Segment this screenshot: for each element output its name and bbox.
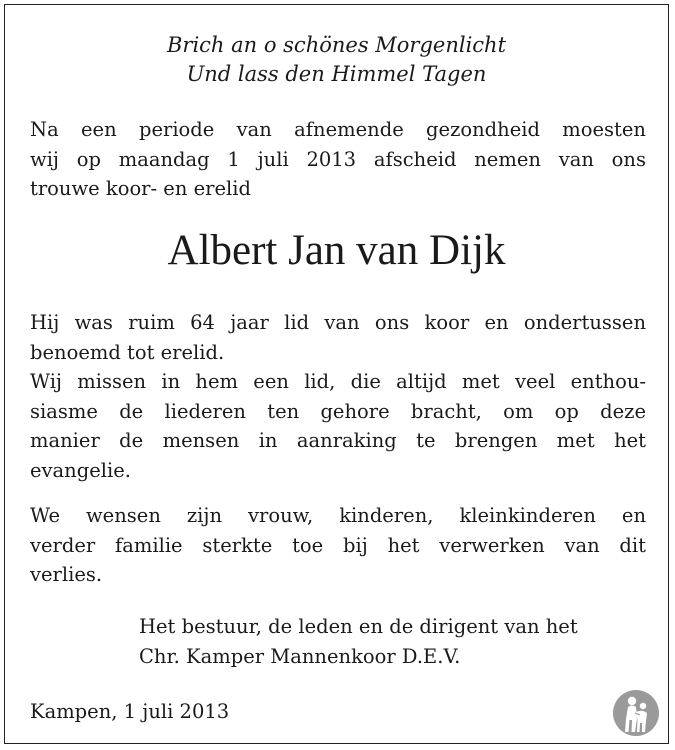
- signature-block: [139, 612, 578, 671]
- poem-verse: [5, 31, 668, 89]
- poem-line: Brich an o schönes Morgenlicht: [166, 33, 507, 57]
- condolence-line: verlies.: [30, 563, 103, 586]
- poem-line: Und lass den Himmel Tagen: [186, 62, 487, 86]
- intro-paragraph: [30, 115, 646, 204]
- condolence-line: verder familie sterkte toe bij het verwerken van dit: [30, 533, 646, 557]
- signature-line: Het bestuur, de leden en de dirigent van het: [139, 615, 578, 638]
- intro-line: trouwe koor- en erelid: [30, 177, 251, 200]
- tribute-line: Hij was ruim 64 jaar lid van ons koor en ondertussen: [30, 311, 646, 334]
- tribute-paragraph: [30, 308, 646, 485]
- tribute-line: evangelie.: [30, 458, 131, 482]
- tribute-line: Wij missen in hem een lid, die altijd met veel enthou-: [30, 370, 646, 393]
- condolence-paragraph: [30, 501, 646, 590]
- tribute-line: benoemd tot erelid.: [30, 340, 225, 364]
- obituary-notice: [4, 4, 669, 744]
- condolence-line: We wensen zijn vrouw, kinderen, kleinkinderen en: [30, 504, 646, 527]
- deceased-name: Albert Jan van Dijk: [167, 227, 506, 274]
- place-date: Kampen, 1 juli 2013: [30, 700, 230, 723]
- signature-line: Chr. Kamper Mannenkoor D.E.V.: [139, 644, 461, 668]
- intro-line: Na een periode van afnemende gezondheid moesten: [30, 118, 646, 141]
- tribute-line: siasme de liederen ten gehore bracht, om op deze: [30, 399, 646, 423]
- mourning-figures-icon: [612, 689, 660, 737]
- intro-line: wij op maandag 1 juli 2013 afscheid nemen van ons: [30, 147, 646, 171]
- tribute-line: manier de mensen in aanraking te brengen met het: [30, 429, 646, 452]
